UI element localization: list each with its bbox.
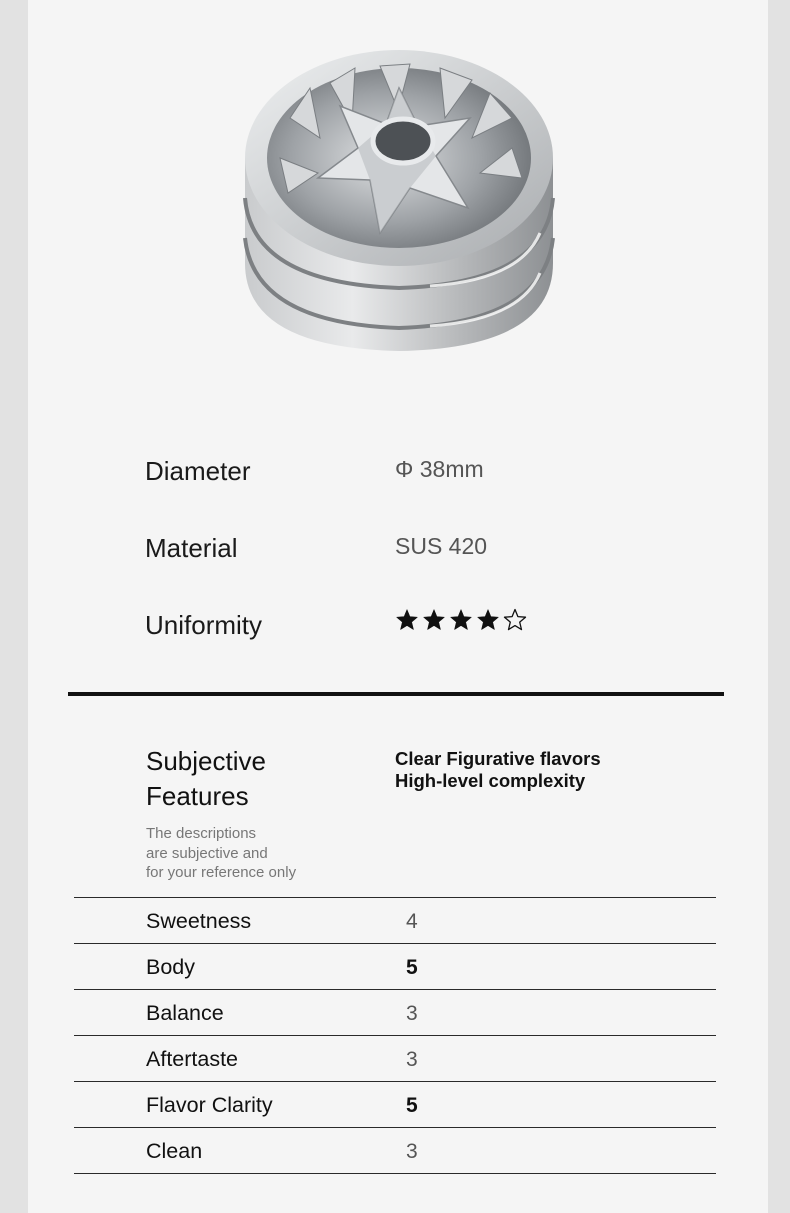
subjective-features-title: Subjective Features <box>146 746 266 811</box>
score-value: 4 <box>406 910 418 933</box>
product-spec-card <box>28 0 768 1213</box>
filled-star-icon <box>476 608 500 632</box>
score-value: 5 <box>406 1094 418 1117</box>
score-name: Aftertaste <box>146 1047 239 1071</box>
score-name: Sweetness <box>146 909 252 933</box>
score-value: 3 <box>406 1048 418 1071</box>
table-row <box>74 1081 716 1127</box>
score-name: Body <box>146 955 196 979</box>
score-value: 3 <box>406 1140 418 1163</box>
uniformity-label: Uniformity <box>145 610 263 640</box>
score-name: Flavor Clarity <box>146 1093 273 1117</box>
diameter-label: Diameter <box>145 456 251 486</box>
score-table <box>74 897 716 1174</box>
uniformity-rating <box>395 608 527 632</box>
material-value: SUS 420 <box>395 533 488 559</box>
score-value: 3 <box>406 1002 418 1025</box>
filled-star-icon <box>422 608 446 632</box>
filled-star-icon <box>395 608 419 632</box>
grinder-burr-image <box>240 48 558 358</box>
table-row <box>74 1127 716 1174</box>
section-divider <box>68 692 724 696</box>
score-value: 5 <box>406 956 418 979</box>
score-name: Clean <box>146 1139 203 1163</box>
diameter-value: Φ 38mm <box>395 456 484 482</box>
filled-star-icon <box>449 608 473 632</box>
table-row <box>74 1035 716 1081</box>
table-row <box>74 943 716 989</box>
material-label: Material <box>145 533 238 563</box>
table-row <box>74 897 716 943</box>
flavor-description: Clear Figurative flavors High-level complexity <box>395 748 601 791</box>
subjective-disclaimer: The descriptions are subjective and for your reference only <box>146 825 297 881</box>
table-row <box>74 989 716 1035</box>
score-name: Balance <box>146 1001 224 1025</box>
empty-star-icon <box>503 608 527 632</box>
